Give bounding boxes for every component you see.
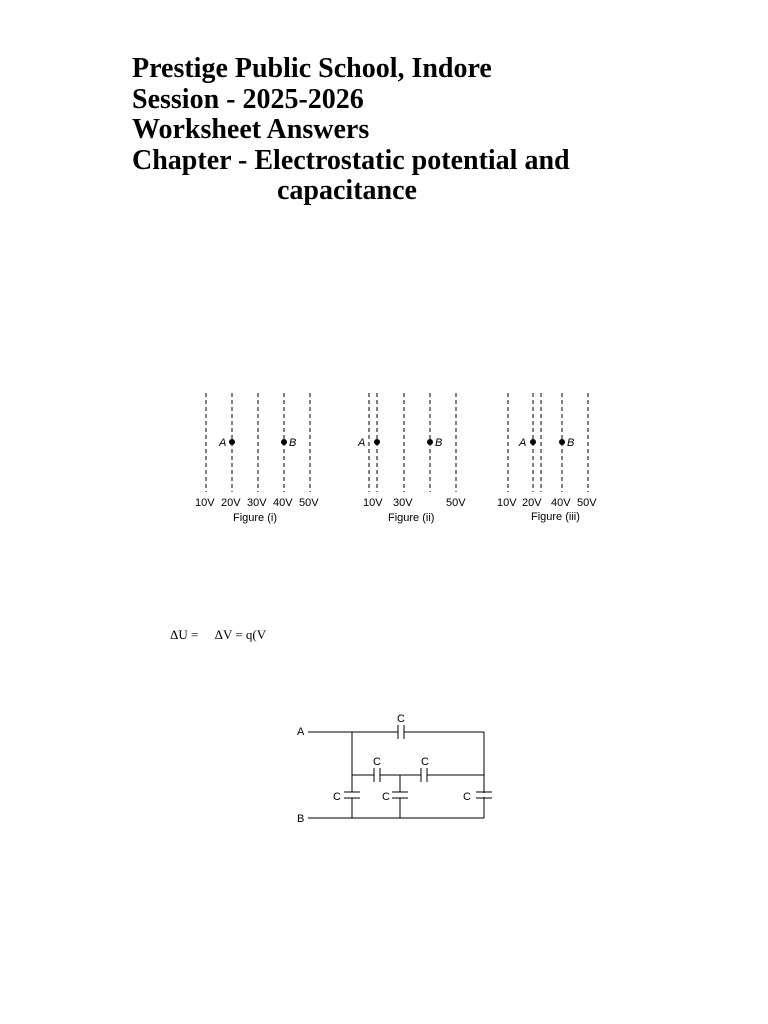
- figure-i-caption: Figure (i): [233, 512, 278, 524]
- figure-ii-label-b: B: [435, 437, 443, 449]
- figure-ii-potential: 30V: [393, 497, 413, 509]
- figure-i-potential: 10V: [195, 497, 215, 509]
- capacitor-label: C: [421, 756, 429, 768]
- figure-i-potential: 20V: [221, 497, 241, 509]
- capacitor-label: C: [382, 791, 390, 803]
- figure-i-label-a: A: [219, 437, 227, 449]
- figure-i-point-a: [229, 439, 235, 445]
- figure-iii-point-a: [530, 439, 536, 445]
- figure-i-potential: 50V: [299, 497, 319, 509]
- figure-ii-potential: 50V: [446, 497, 466, 509]
- figure-i-potential: 30V: [247, 497, 267, 509]
- figure-ii-potential: 10V: [363, 497, 383, 509]
- figure-iii-potential: 20V: [522, 497, 542, 509]
- worksheet-title: Worksheet Answers: [132, 114, 370, 145]
- school-name: Prestige Public School, Indore: [132, 53, 492, 84]
- chapter-title: Chapter - Electrostatic potential and: [132, 144, 570, 176]
- session-line: Session - 2025-2026: [132, 83, 364, 115]
- terminal-a-label: A: [297, 726, 305, 738]
- figure-iii-potential: 10V: [497, 497, 517, 509]
- energy-formula: ΔU = ΔV = q(V: [170, 627, 267, 642]
- right-capacitor-gap: [482, 793, 487, 797]
- figure-ii-label-a: A: [358, 437, 366, 449]
- figure-ii-caption: Figure (ii): [388, 512, 435, 524]
- figure-iii-point-b: [559, 439, 565, 445]
- capacitor-circuit: [308, 725, 492, 818]
- figure-ii-point-a: [374, 439, 380, 445]
- capacitor-label: C: [333, 791, 341, 803]
- figure-iii-label-b: B: [567, 437, 575, 449]
- capacitor-label: C: [463, 791, 471, 803]
- capacitor-label: C: [397, 713, 405, 725]
- figure-i-potential: 40V: [273, 497, 293, 509]
- figure-iii-caption: Figure (iii): [531, 511, 580, 523]
- terminal-b-label: B: [297, 813, 305, 825]
- figure-i-point-b: [281, 439, 287, 445]
- figure-ii: [369, 393, 456, 492]
- figure-i-label-b: B: [289, 437, 297, 449]
- capacitor-label: C: [373, 756, 381, 768]
- figure-iii-label-a: A: [519, 437, 527, 449]
- figure-iii-potential: 50V: [577, 497, 597, 509]
- figure-ii-point-b: [427, 439, 433, 445]
- chapter-title-continued: capacitance: [277, 175, 417, 206]
- figure-iii-potential: 40V: [551, 497, 571, 509]
